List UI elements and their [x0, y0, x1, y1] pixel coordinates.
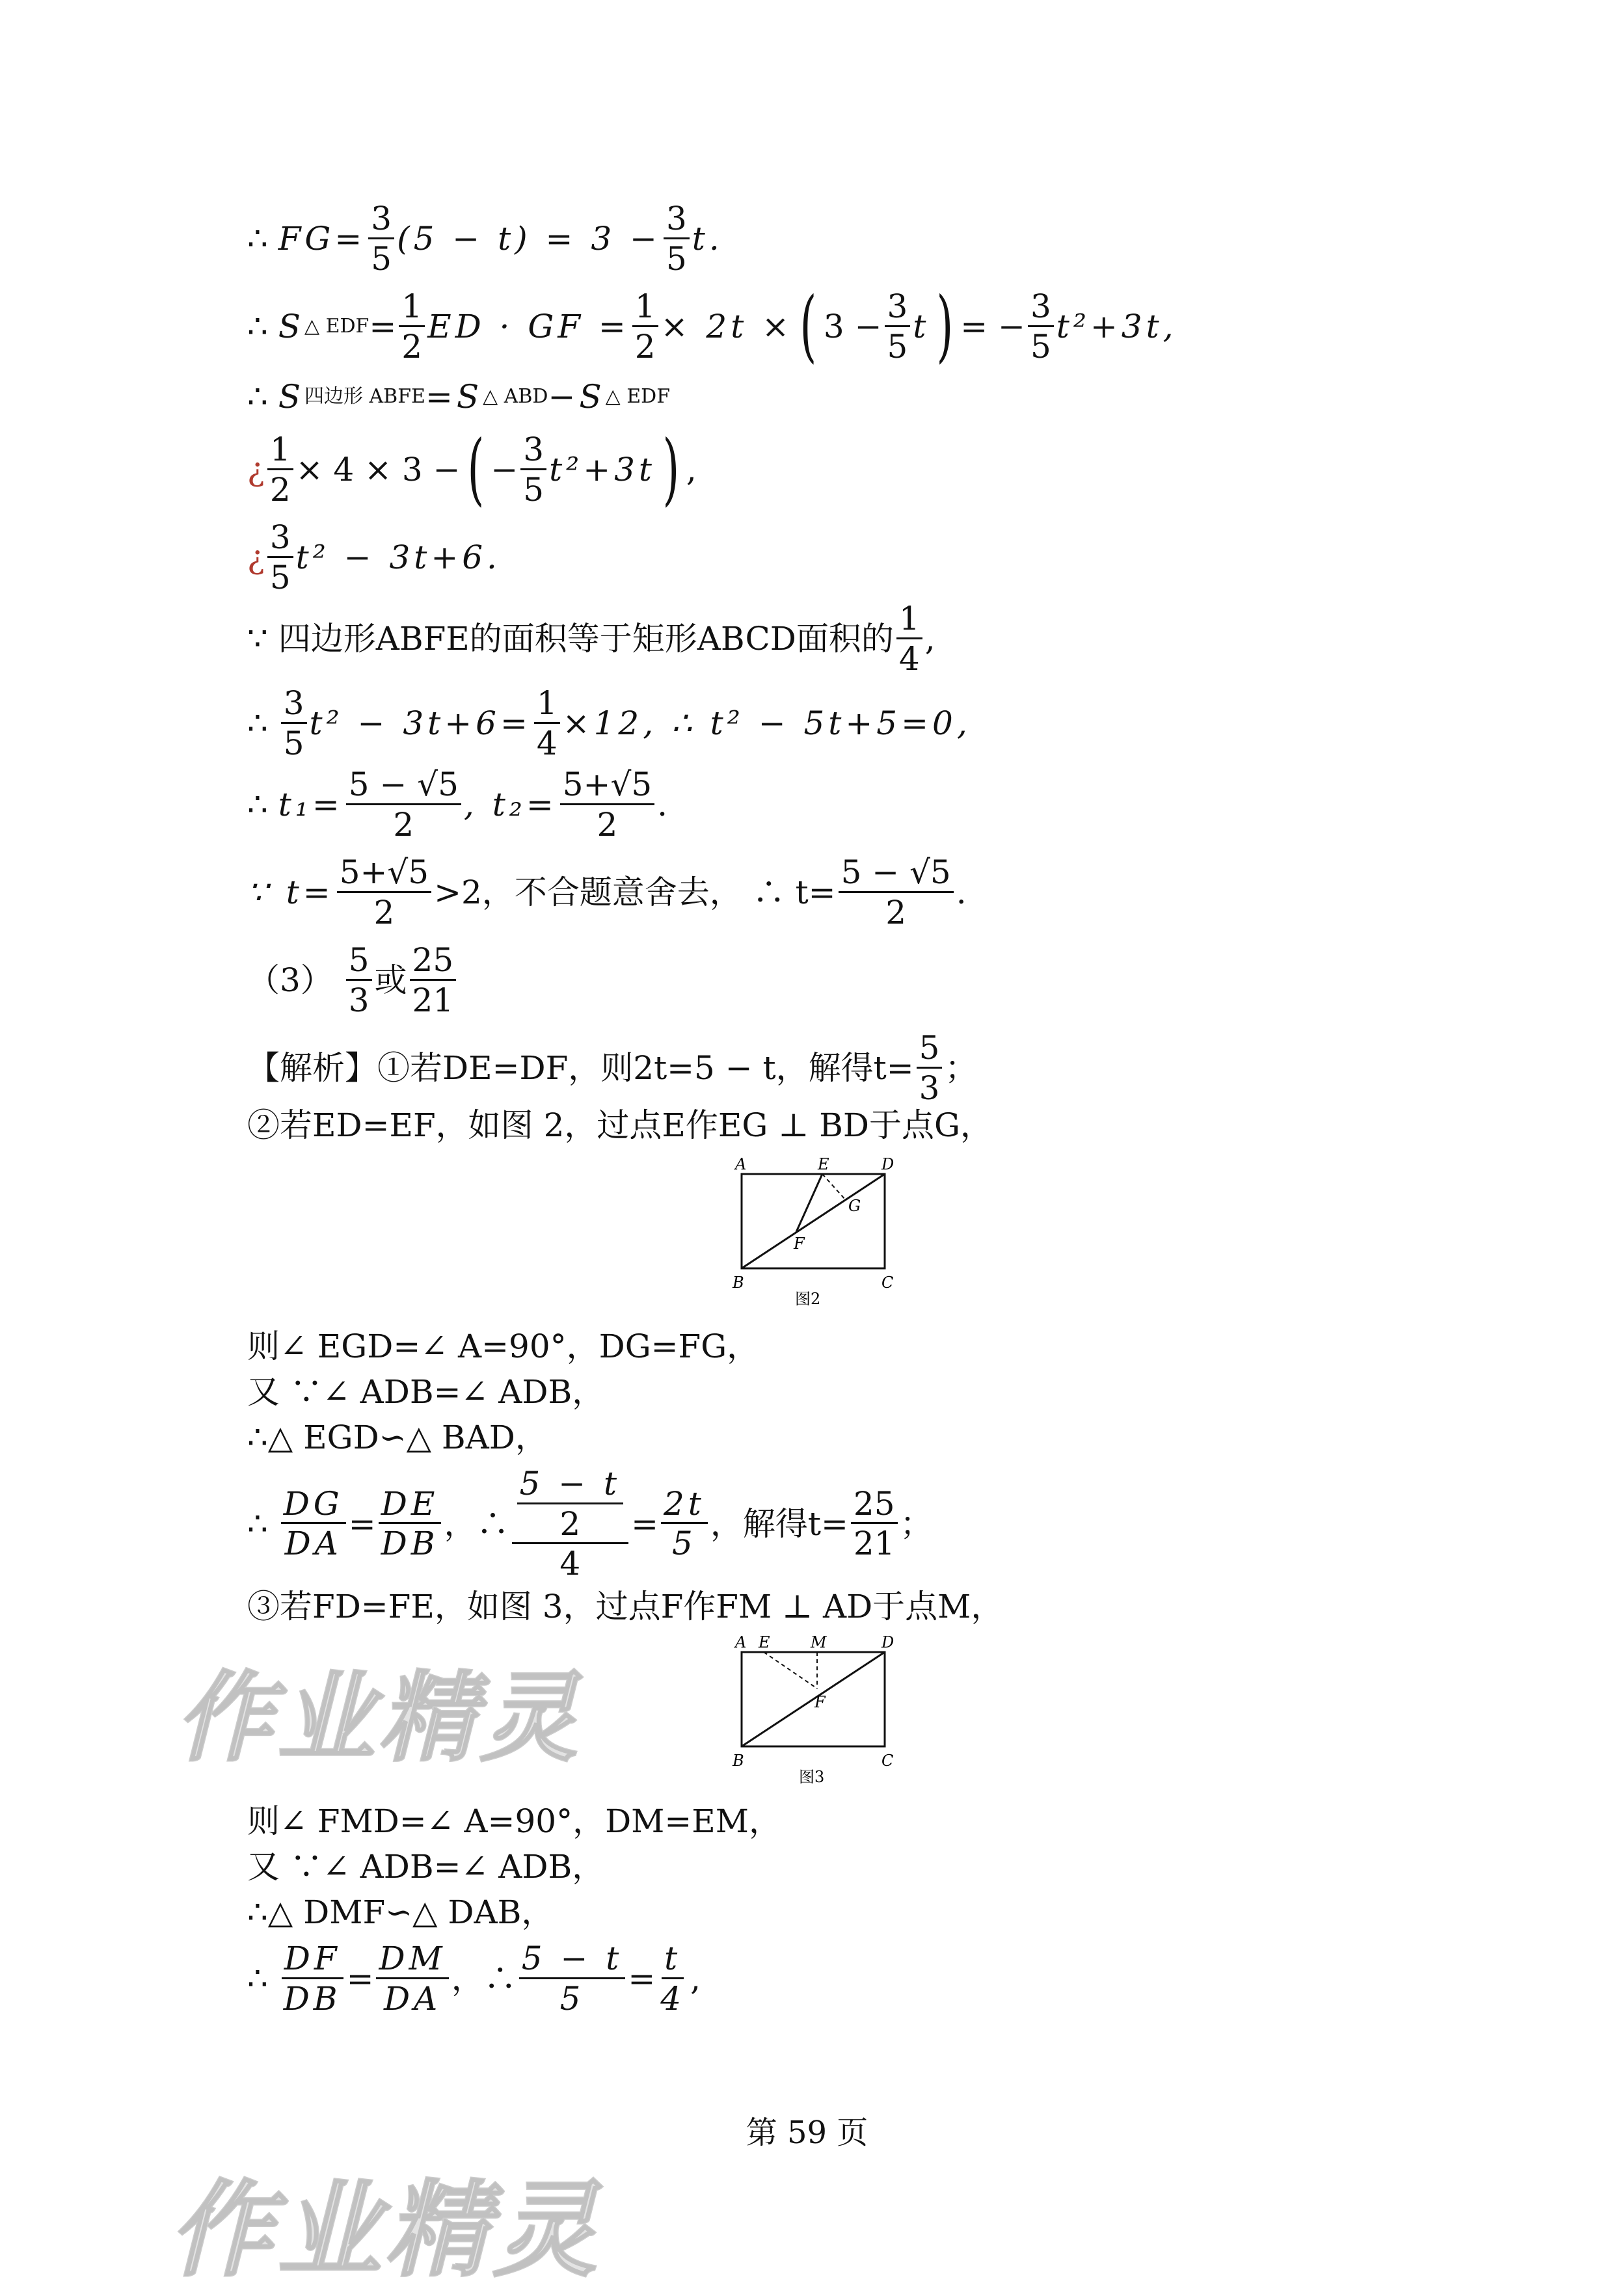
watermark: 作业精灵	[176, 1662, 582, 1775]
label-a: A	[735, 1155, 747, 1173]
figure-caption: 图3	[799, 1768, 825, 1786]
analysis-angle-line: 则∠ EGD=∠ A=90°，DG=FG，	[247, 1328, 760, 1365]
label-c: C	[881, 1752, 894, 1770]
page-number: 第 59 页	[746, 2115, 868, 2151]
analysis-ratio-case-2: ∴ $\frac{DG}{DA}$ = $\frac{DE}{DB}$ ，∴ $\frac{\frac{5 - t}{2}}{4}$ = $\frac{2t}{5}$ ，解得t= $\frac{25}{21}$ ；	[247, 1465, 933, 1582]
label-g: G	[848, 1197, 861, 1215]
analysis-angle-line-3: 则∠ FMD=∠ A=90°，DM=EM，	[247, 1802, 781, 1840]
analysis-case-3: ③若FD=FE，如图 3，过点F作FM ⊥ AD于点M，	[247, 1588, 1004, 1625]
label-d: D	[881, 1155, 894, 1173]
label-b: B	[733, 1274, 744, 1292]
analysis-case-1: 【解析】①若DE=DF，则2t=5 − t，解得t= $\frac{5}{3}$ ；	[247, 1029, 978, 1107]
diagonal-bd	[742, 1174, 885, 1268]
condition-line: ∵ 四边形ABFE的面积等于矩形ABCD面积的 $\frac{1}{4}$ ,	[247, 600, 935, 678]
analysis-case-2: ②若ED=EF，如图 2，过点E作EG ⊥ BD于点G，	[247, 1106, 993, 1144]
label-e: E	[759, 1633, 770, 1651]
label-m: M	[811, 1633, 827, 1651]
analysis-similar-3: ∴△ DMF∽△ DAB，	[247, 1893, 554, 1931]
segment-ef	[764, 1652, 817, 1689]
equation-line-discard: ∵ t= $\frac{5+√5}{2}$ >2，不合题意舍去， ∴ t= $\frac{5 - √5}{2}$ .	[247, 853, 967, 931]
equation-line-simplified: ¿ $\frac{3}{5}$ t² − 3t+6.	[247, 518, 501, 596]
segment-eg	[822, 1174, 846, 1200]
label-f: F	[794, 1235, 805, 1253]
label-a: A	[735, 1633, 747, 1651]
label-b: B	[733, 1752, 744, 1770]
equation-line-roots: ∴ t₁= $\frac{5 - √5}{2}$ , t₂= $\frac{5+√5}{2}$ .	[247, 766, 668, 844]
figure-2-diagram	[722, 1151, 898, 1314]
analysis-ratio-case-3: ∴ $\frac{DF}{DB}$ = $\frac{DM}{DA}$ ，∴ $\frac{5 - t}{5}$ = $\frac{t}{4}$ ,	[247, 1940, 701, 2018]
analysis-common-angle-3: 又 ∵∠ ADB=∠ ADB，	[247, 1848, 605, 1886]
figure-3-diagram	[722, 1629, 898, 1792]
label-f: F	[814, 1693, 826, 1711]
figure-3	[722, 1629, 898, 1795]
label-c: C	[881, 1274, 894, 1292]
label-e: E	[818, 1155, 829, 1173]
analysis-common-angle: 又 ∵∠ ADB=∠ ADB，	[247, 1373, 605, 1411]
diagonal-bd	[742, 1652, 885, 1746]
equation-line-quadratic: ∴ $\frac{3}{5}$ t² − 3t+6= $\frac{1}{4}$ ×12, ∴ t² − 5t+5=0,	[247, 684, 971, 762]
figure-2	[722, 1151, 898, 1316]
label-d: D	[881, 1633, 894, 1651]
equation-line-substitute: ¿ $\frac{1}{2}$ × 4 × 3 − ( − $\frac{3}{5}$ t²+3t ) ,	[247, 424, 697, 514]
analysis-similar: ∴△ EGD∽△ BAD，	[247, 1419, 548, 1456]
equation-line-area-edf: ∴ S △ EDF = $\frac{1}{2}$ ED · GF = $\frac{1}{2}$ × 2t × ( 3 − $\frac{3}{5}$ t ) = − $\frac{3}{5}$ t²+3t,	[247, 281, 1177, 371]
figure-caption: 图2	[795, 1290, 821, 1308]
equation-line-fg: ∴ FG= $\frac{3}{5}$ (5 − t) = 3 − $\frac{3}{5}$ t.	[247, 200, 723, 278]
watermark-bottom: 作业精灵	[169, 2169, 602, 2291]
part-3-answer: （3） $\frac{5}{3}$ 或 $\frac{25}{21}$	[247, 943, 459, 1017]
equation-line-quad-area: ∴ S 四边形 ABFE =S △ ABD −S △ EDF	[247, 378, 671, 416]
